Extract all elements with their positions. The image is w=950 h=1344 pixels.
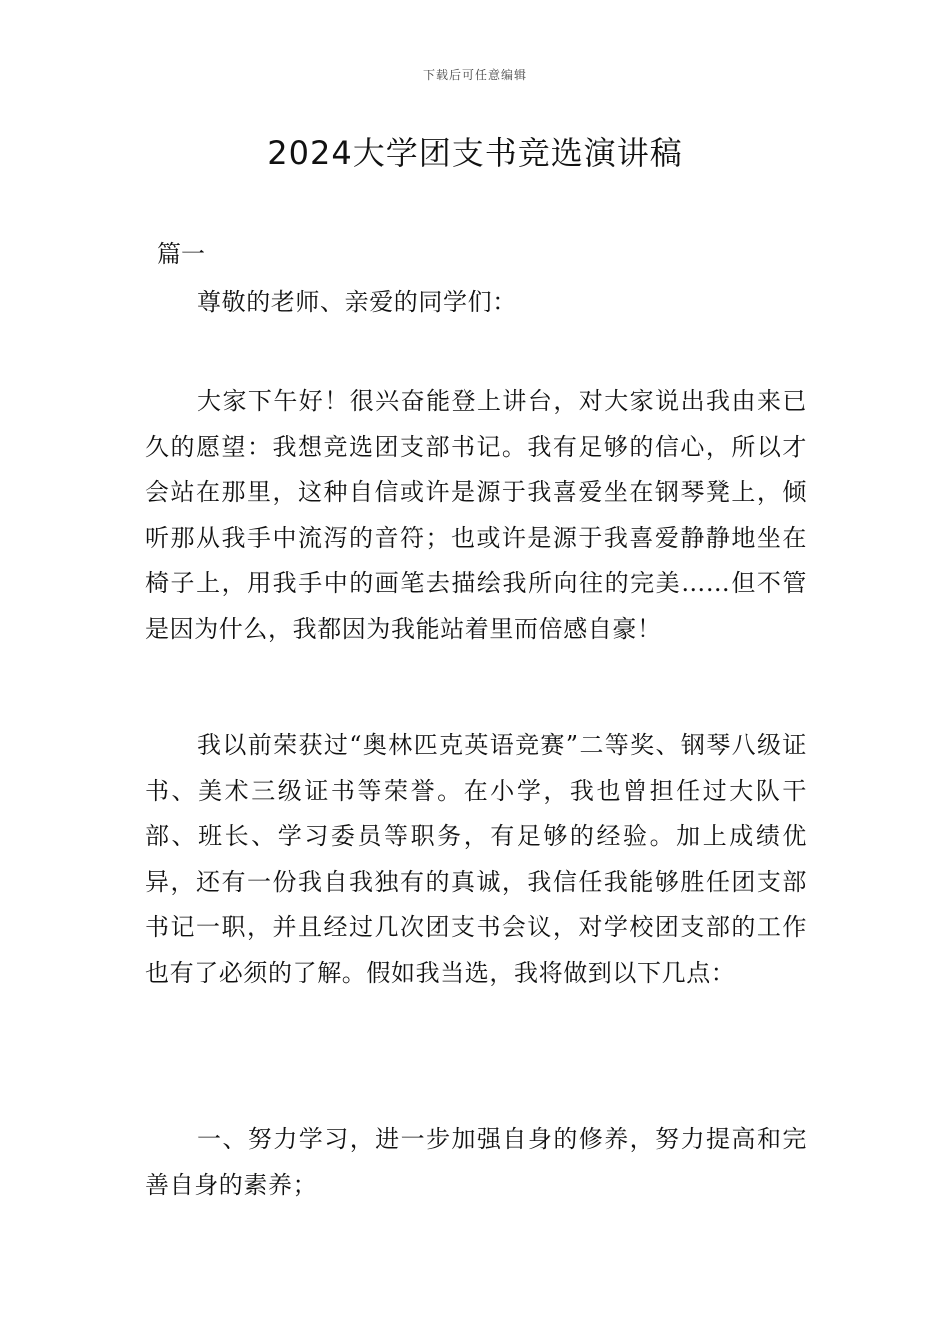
- paragraph-honors: 我以前荣获过“奥林匹克英语竞赛”二等奖、钢琴八级证书、美术三级证书等荣誉。在小学，我也曾担任过大队干部、班长、学习委员等职务，有足够的经验。加上成绩优异，还有一份我自我独有的真诚，我信任我能够胜任团支部书记一职，并且经过几次团支书会议，对学校团支部的工作也有了必须的了解。假如我当选，我将做到以下几点：: [145, 731, 807, 987]
- paragraph-greeting: 尊敬的老师、亲爱的同学们：: [197, 288, 517, 316]
- header-watermark: 下载后可任意编辑: [422, 68, 527, 82]
- paragraph-point-one: 一、努力学习，进一步加强自身的修养，努力提高和完善自身的素养；: [145, 1125, 807, 1199]
- paragraph-intro: 大家下午好！很兴奋能登上讲台，对大家说出我由来已久的愿望：我想竞选团支部书记。我有足够的信心，所以才会站在那里，这种自信或许是源于我喜爱坐在钢琴凳上，倾听那从我手中流泻的音符；也或许是源于我喜爱静静地坐在椅子上，用我手中的画笔去描绘我所向往的完美……但不管是因为什么，我都因为我能站着里而倍感自豪！: [145, 387, 807, 643]
- section-label: 篇一: [157, 240, 205, 268]
- document-title: 2024大学团支书竞选演讲稿: [267, 134, 683, 172]
